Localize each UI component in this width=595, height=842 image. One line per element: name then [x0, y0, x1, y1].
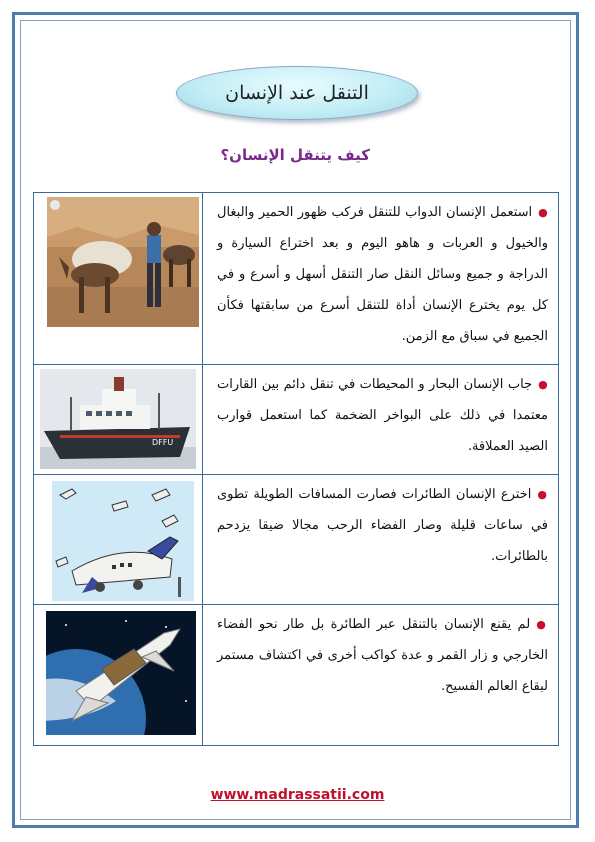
table-row [34, 193, 558, 365]
image-cell [34, 365, 203, 474]
man-with-donkeys-photo [47, 197, 199, 327]
row-text-cell [203, 193, 558, 364]
bullet-icon: ● [538, 206, 548, 219]
table-row [34, 475, 558, 605]
row-text-cell [203, 605, 558, 745]
bullet-icon: ● [536, 618, 548, 631]
space-shuttle-illustration [46, 611, 196, 735]
image-cell [34, 605, 203, 745]
row-text-cell [203, 475, 558, 604]
ship-photo [40, 369, 196, 469]
title-banner [176, 66, 418, 120]
paragraph-ships: جاب الإنسان البحار و المحيطات في تنقل دائم بين القارات معتمدا في ذلك على البواخر الضخمة كما استعمل قوارب الصيد العملاقة. [217, 377, 548, 454]
ship-name-label: DFFU [152, 438, 174, 447]
row-text-cell [203, 365, 558, 474]
image-cell [34, 475, 203, 604]
image-cell [34, 193, 203, 364]
content-table [33, 192, 559, 746]
bullet-icon: ● [537, 488, 548, 501]
paragraph-airplanes: اخترع الإنسان الطائرات فصارت المسافات الطويلة تطوى في ساعات قليلة وصار الفضاء الرحب مجالا ضيقا يزدحم بالطائرات. [217, 487, 548, 564]
section-heading: كيف يتنقل الإنسان؟ [220, 146, 370, 164]
bullet-icon: ● [538, 378, 548, 391]
table-row [34, 605, 558, 745]
cartoon-airplanes-illustration [52, 481, 194, 601]
table-row [34, 365, 558, 475]
paragraph-animals: استعمل الإنسان الدواب للتنقل فركب ظهور الحمير والبغال والخيول و العربات و هاهو اليوم و بعد اختراع السيارة و الدراجة و جميع وسائل النقل صار التنقل أسهل و أسرع و في كل يوم يخترع الإنسان أداة للتنقل أسرع من سابقتها فكأن الجميع في سباق مع الزمن. [217, 205, 548, 344]
footer-website-link[interactable]: www.madrassatii.com [210, 787, 385, 803]
paragraph-space: لم يقنع الإنسان بالتنقل عبر الطائرة بل طار نحو الفضاء الخارجي و زار القمر و عدة كواكب أخرى في اكتشاف مستمر لبقاع العالم الفسيح. [217, 617, 548, 694]
page-title: التنقل عند الإنسان [225, 82, 369, 104]
